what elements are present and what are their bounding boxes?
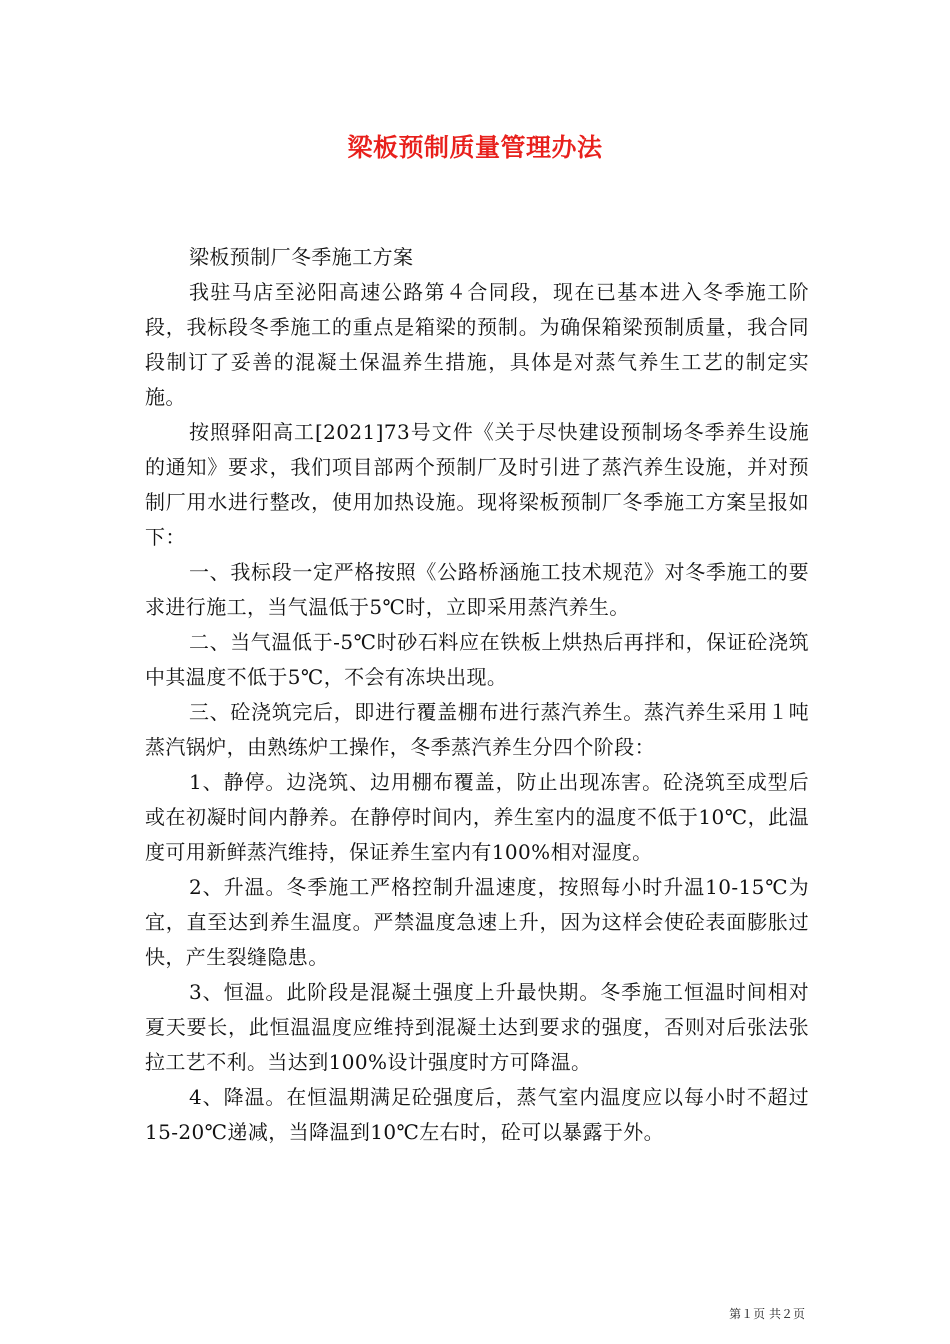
paragraph-stage-4: 4、降温。在恒温期满足砼强度后，蒸气室内温度应以每小时不超过15-20℃递减，当降温到10℃左右时，砼可以暴露于外。 <box>145 1085 809 1144</box>
document-title: 梁板预制质量管理办法 <box>347 133 603 162</box>
paragraph-item-2: 二、当气温低于-5℃时砂石料应在铁板上烘热后再拌和，保证砼浇筑中其温度不低于5℃，不会有冻块出现。 <box>145 630 809 689</box>
document-body <box>145 240 809 1150</box>
paragraph-notice: 按照驿阳高工[2021]73号文件《关于尽快建设预制场冬季养生设施的通知》要求，我们项目部两个预制厂及时引进了蒸汽养生设施，并对预制厂用水进行整改，使用加热设施。现将梁板预制厂冬季施工方案呈报如下： <box>145 420 809 549</box>
paragraph-intro: 我驻马店至泌阳高速公路第４合同段，现在已基本进入冬季施工阶段，我标段冬季施工的重点是箱梁的预制。为确保箱梁预制质量，我合同段制订了妥善的混凝土保温养生措施，具体是对蒸气养生工艺的制定实施。 <box>145 280 809 409</box>
page-number-footer: 第１页 共２页 <box>729 1307 805 1321</box>
paragraph-stage-3: 3、恒温。此阶段是混凝土强度上升最快期。冬季施工恒温时间相对夏天要长，此恒温温度应维持到混凝土达到要求的强度，否则对后张法张拉工艺不利。当达到100%设计强度时方可降温。 <box>145 980 809 1074</box>
paragraph-stage-1: 1、静停。边浇筑、边用棚布覆盖，防止出现冻害。砼浇筑至成型后或在初凝时间内静养。在静停时间内，养生室内的温度不低于10℃，此温度可用新鲜蒸汽维持，保证养生室内有100%相对湿度。 <box>145 770 809 864</box>
paragraph-item-1: 一、我标段一定严格按照《公路桥涵施工技术规范》对冬季施工的要求进行施工，当气温低于5℃时，立即采用蒸汽养生。 <box>145 560 809 619</box>
paragraph-subtitle: 梁板预制厂冬季施工方案 <box>189 245 414 269</box>
paragraph-item-3: 三、砼浇筑完后，即进行覆盖棚布进行蒸汽养生。蒸汽养生采用１吨蒸汽锅炉，由熟练炉工操作，冬季蒸汽养生分四个阶段： <box>145 700 809 759</box>
paragraph-stage-2: 2、升温。冬季施工严格控制升温速度，按照每小时升温10-15℃为宜，直至达到养生温度。严禁温度急速上升，因为这样会使砼表面膨胀过快，产生裂缝隐患。 <box>145 875 809 969</box>
